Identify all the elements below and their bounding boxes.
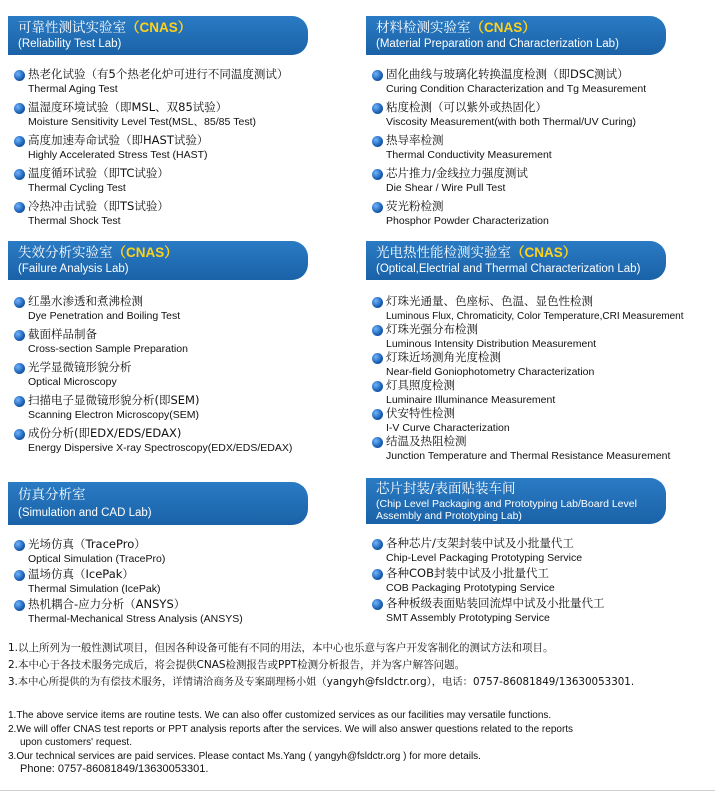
bullet-icon bbox=[372, 599, 383, 610]
bullet-icon bbox=[372, 353, 383, 364]
item-zh: 光学显微镜形貌分析 bbox=[28, 360, 132, 374]
item-en: Near-field Goniophotometry Characterization bbox=[386, 366, 595, 378]
list-item bbox=[372, 434, 711, 464]
item-en: Die Shear / Wire Pull Test bbox=[386, 182, 506, 194]
bullet-icon bbox=[14, 429, 25, 440]
list-item bbox=[14, 100, 353, 130]
section-banner bbox=[8, 482, 308, 525]
item-zh: 灯珠近场测角光度检测 bbox=[386, 350, 501, 364]
item-en: Thermal Conductivity Measurement bbox=[386, 149, 552, 161]
item-en: Thermal Simulation (IcePak) bbox=[28, 583, 161, 595]
section-title-en: (Optical,Electrial and Thermal Characterization Lab) bbox=[376, 263, 641, 275]
item-zh: 成份分析(即EDX/EDS/EDAX) bbox=[28, 426, 182, 440]
item-zh: 结温及热阻检测 bbox=[386, 434, 467, 448]
list-item bbox=[14, 567, 353, 597]
bullet-icon bbox=[372, 437, 383, 448]
list-item bbox=[372, 199, 711, 229]
bullet-icon bbox=[372, 409, 383, 420]
cnas-badge: （CNAS） bbox=[511, 245, 577, 260]
section-title-zh: 失效分析实验室（CNAS） bbox=[18, 245, 178, 261]
item-zh: 灯珠光强分布检测 bbox=[386, 322, 478, 336]
item-zh: 灯具照度检测 bbox=[386, 378, 455, 392]
item-zh: 荧光粉检测 bbox=[386, 199, 444, 213]
item-zh: 热导率检测 bbox=[386, 133, 444, 147]
item-zh: 各种板级表面贴装回流焊中试及小批量代工 bbox=[386, 596, 605, 610]
item-en: COB Packaging Prototyping Service bbox=[386, 582, 555, 594]
item-en: Thermal Cycling Test bbox=[28, 182, 126, 194]
bullet-icon bbox=[372, 569, 383, 580]
item-en: Luminous Intensity Distribution Measurement bbox=[386, 338, 597, 350]
bullet-icon bbox=[14, 103, 25, 114]
bullet-icon bbox=[14, 202, 25, 213]
note-en-phone: Phone: 0757-86081849/13630053301. bbox=[20, 763, 209, 775]
section-title-en: (Chip Level Packaging and Prototyping Lab/Board Level bbox=[376, 498, 637, 510]
section-title-en: (Reliability Test Lab) bbox=[18, 38, 122, 50]
note-en: upon customers' request. bbox=[20, 737, 132, 748]
list-item bbox=[372, 166, 711, 196]
bullet-icon bbox=[14, 600, 25, 611]
section-banner bbox=[366, 478, 666, 524]
item-zh: 高度加速寿命试验（即HAST试验） bbox=[28, 133, 209, 147]
section-title-zh: 可靠性测试实验室（CNAS） bbox=[18, 20, 192, 36]
bottom-divider bbox=[0, 790, 715, 791]
bullet-icon bbox=[372, 539, 383, 550]
bullet-icon bbox=[372, 202, 383, 213]
list-item bbox=[14, 166, 353, 196]
section-banner bbox=[366, 241, 666, 280]
item-list bbox=[8, 294, 353, 456]
item-zh: 冷热冲击试验（即TS试验） bbox=[28, 199, 169, 213]
list-item bbox=[14, 67, 353, 97]
bullet-icon bbox=[14, 169, 25, 180]
section-title-en: (Material Preparation and Characterization Lab) bbox=[376, 38, 619, 50]
bullet-icon bbox=[14, 570, 25, 581]
notes-en bbox=[8, 709, 713, 777]
item-zh: 温度循环试验（即TC试验） bbox=[28, 166, 169, 180]
item-zh: 温湿度环境试验（即MSL、双85试验） bbox=[28, 100, 228, 114]
note-zh: 1.以上所列为一般性测试项目，但因各种设备可能有不同的用法，本中心也乐意与客户开发客制化的测试方法和项目。 bbox=[8, 642, 554, 654]
section-title-en: Assembly and Prototyping Lab) bbox=[376, 510, 522, 522]
list-item bbox=[372, 322, 711, 352]
list-item bbox=[372, 406, 711, 436]
cnas-badge: （CNAS） bbox=[126, 20, 192, 35]
item-zh: 红墨水渗透和煮沸检测 bbox=[28, 294, 143, 308]
list-item bbox=[372, 378, 711, 408]
item-list bbox=[8, 537, 353, 627]
item-en: Thermal-Mechanical Stress Analysis (ANSYS) bbox=[28, 613, 243, 625]
item-list bbox=[366, 536, 711, 626]
item-zh: 温场仿真（IcePak） bbox=[28, 567, 134, 581]
list-item bbox=[14, 426, 353, 456]
item-zh: 热老化试验（有5个热老化炉可进行不同温度测试） bbox=[28, 67, 289, 81]
bullet-icon bbox=[372, 325, 383, 336]
bullet-icon bbox=[372, 297, 383, 308]
section-title-en: (Simulation and CAD Lab) bbox=[18, 507, 152, 519]
section-material bbox=[366, 16, 711, 232]
section-title-en: (Failure Analysis Lab) bbox=[18, 263, 129, 275]
item-en: Highly Accelerated Stress Test (HAST) bbox=[28, 149, 208, 161]
item-en: Moisture Sensitivity Level Test(MSL、85/85 Test) bbox=[28, 116, 256, 128]
list-item bbox=[14, 327, 353, 357]
bullet-icon bbox=[14, 70, 25, 81]
list-item bbox=[14, 393, 353, 423]
item-zh: 伏安特性检测 bbox=[386, 406, 455, 420]
item-en: Optical Simulation (TracePro) bbox=[28, 553, 166, 565]
bullet-icon bbox=[372, 103, 383, 114]
list-item bbox=[372, 566, 711, 596]
note-zh: 2.本中心于各技术服务完成后，将会提供CNAS检测报告或PPT检测分析报告，并为客户解答问题。 bbox=[8, 659, 466, 671]
list-item bbox=[372, 350, 711, 380]
item-en: Dye Penetration and Boiling Test bbox=[28, 310, 181, 322]
item-en: Cross-section Sample Preparation bbox=[28, 343, 188, 355]
list-item bbox=[14, 360, 353, 390]
bullet-icon bbox=[372, 169, 383, 180]
bullet-icon bbox=[14, 297, 25, 308]
section-failure bbox=[8, 241, 353, 459]
item-en: Optical Microscopy bbox=[28, 376, 117, 388]
item-en: Phosphor Powder Characterization bbox=[386, 215, 549, 227]
item-en: Luminaire Illuminance Measurement bbox=[386, 394, 556, 406]
item-en: Energy Dispersive X-ray Spectroscopy(EDX/EDS/EDAX) bbox=[28, 442, 293, 454]
item-en: Curing Condition Characterization and Tg Measurement bbox=[386, 83, 647, 95]
item-list bbox=[366, 67, 711, 229]
list-item bbox=[372, 67, 711, 97]
section-banner bbox=[8, 241, 308, 280]
list-item bbox=[372, 536, 711, 566]
item-zh: 各种COB封装中试及小批量代工 bbox=[386, 566, 549, 580]
bullet-icon bbox=[372, 136, 383, 147]
list-item bbox=[14, 294, 353, 324]
list-item bbox=[14, 597, 353, 627]
note-zh: 3.本中心所提供的为有偿技术服务，详情请洽商务及专案副理杨小姐（yangyh@fsldctr.org），电话：0757-86081849/13630053301. bbox=[8, 676, 635, 688]
note-en: 2.We will offer CNAS test reports or PPT analysis reports after the services. We will also answer questions related to the reports bbox=[8, 723, 574, 735]
item-en: Luminous Flux, Chromaticity, Color Temperature,CRI Measurement bbox=[386, 311, 684, 322]
notes-zh bbox=[8, 640, 713, 691]
item-en: SMT Assembly Prototyping Service bbox=[386, 612, 550, 624]
bullet-icon bbox=[14, 363, 25, 374]
item-en: Thermal Shock Test bbox=[28, 215, 121, 227]
bullet-icon bbox=[14, 136, 25, 147]
item-zh: 扫描电子显微镜形貌分析(即SEM) bbox=[28, 393, 200, 407]
section-optoelectronic bbox=[366, 241, 711, 462]
item-zh: 灯珠光通量、色座标、色温、显色性检测 bbox=[386, 294, 593, 308]
note-en: 1.The above service items are routine tests. We can also offer customized services as our facilities may versatile functions. bbox=[8, 710, 552, 721]
item-list bbox=[8, 67, 353, 229]
item-zh: 截面样品制备 bbox=[28, 327, 97, 341]
item-zh: 粘度检测（可以紫外或热固化） bbox=[386, 100, 547, 114]
item-zh: 热机耦合-应力分析（ANSYS） bbox=[28, 597, 186, 611]
bullet-icon bbox=[14, 330, 25, 341]
item-en: Viscosity Measurement(with both Thermal/UV Curing) bbox=[386, 116, 636, 128]
list-item bbox=[372, 100, 711, 130]
item-zh: 各种芯片/支架封装中试及小批量代工 bbox=[386, 536, 574, 550]
item-zh: 芯片推力/金线拉力强度测试 bbox=[386, 166, 528, 180]
list-item bbox=[372, 596, 711, 626]
section-title-zh: 光电热性能检测实验室（CNAS） bbox=[376, 245, 577, 261]
section-banner bbox=[8, 16, 308, 55]
cnas-badge: （CNAS） bbox=[112, 245, 178, 260]
note-en: 3.Our technical services are paid services. Please contact Ms.Yang ( yangyh@fsldctr.org ) for more details. bbox=[8, 750, 481, 762]
item-en: Junction Temperature and Thermal Resistance Measurement bbox=[386, 450, 671, 462]
section-banner bbox=[366, 16, 666, 55]
bullet-icon bbox=[14, 396, 25, 407]
bullet-icon bbox=[14, 540, 25, 551]
section-packaging bbox=[366, 478, 711, 626]
list-item bbox=[14, 133, 353, 163]
list-item bbox=[372, 294, 711, 324]
bullet-icon bbox=[372, 70, 383, 81]
list-item bbox=[14, 537, 353, 567]
section-title-zh: 材料检测实验室（CNAS） bbox=[376, 20, 536, 36]
section-title-zh: 仿真分析室 bbox=[18, 487, 86, 503]
item-zh: 固化曲线与玻璃化转换温度检测（即DSC测试） bbox=[386, 67, 629, 81]
section-title-zh: 芯片封装/表面贴装车间 bbox=[376, 481, 516, 497]
item-zh: 光场仿真（TracePro） bbox=[28, 537, 146, 551]
section-simulation bbox=[8, 482, 353, 627]
item-en: I-V Curve Characterization bbox=[386, 422, 510, 434]
bullet-icon bbox=[372, 381, 383, 392]
item-en: Thermal Aging Test bbox=[28, 83, 118, 95]
list-item bbox=[14, 199, 353, 229]
list-item bbox=[372, 133, 711, 163]
cnas-badge: （CNAS） bbox=[470, 20, 536, 35]
item-list bbox=[366, 294, 711, 464]
item-en: Scanning Electron Microscopy(SEM) bbox=[28, 409, 199, 421]
item-en: Chip-Level Packaging Prototyping Service bbox=[386, 552, 583, 564]
section-reliability bbox=[8, 16, 353, 232]
